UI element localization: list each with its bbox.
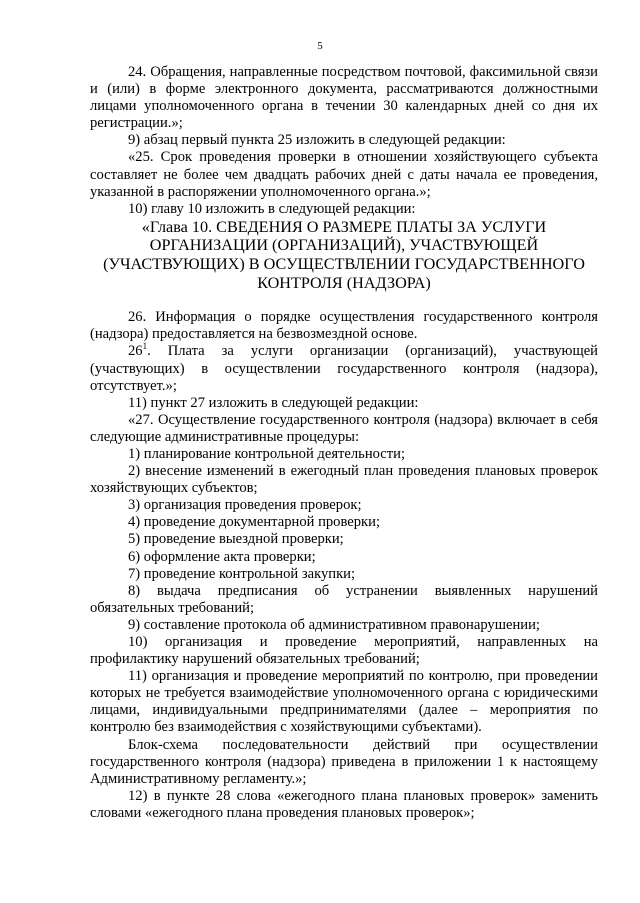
document-body [90, 64, 598, 822]
paragraph-text: . Плата за услуги организации (организаций), участвующей (участвующих) в осуществлении государственного контроля (надзора), отсутствует.»; [90, 343, 598, 394]
page-number: 5 [317, 40, 323, 52]
paragraph: 26. Информация о порядке осуществления государственного контроля (надзора) предоставляется на безвозмездной основе. [90, 309, 598, 343]
paragraph-26-1 [90, 343, 598, 394]
list-item: 10) организация и проведение мероприятий, направленных на профилактику нарушений обязательных требований; [90, 634, 598, 668]
list-item: 8) выдача предписания об устранении выявленных нарушений обязательных требований; [90, 582, 598, 616]
paragraph: 11) пункт 27 изложить в следующей редакции: [128, 394, 419, 411]
list-item: 6) оформление акта проверки; [128, 548, 316, 565]
chapter-title: «Глава 10. СВЕДЕНИЯ О РАЗМЕРЕ ПЛАТЫ ЗА УСЛУГИ ОРГАНИЗАЦИИ (ОРГАНИЗАЦИЙ), УЧАСТВУЮЩЕЙ (УЧАСТВУЮЩИХ) В ОСУЩЕСТВЛЕНИИ ГОСУДАРСТВЕННОГО КОНТРОЛЯ (НАДЗОРА) [103, 217, 585, 292]
list-item: 7) проведение контрольной закупки; [128, 565, 356, 582]
list-item: 4) проведение документарной проверки; [128, 514, 381, 531]
list-item: 2) внесение изменений в ежегодный план проведения плановых проверок хозяйствующих субъектов; [90, 463, 598, 497]
paragraph: «25. Срок проведения проверки в отношении хозяйствующего субъекта составляет не более чем двадцать рабочих дней с даты начала ее проведения, указанной в распоряжении уполномоченного органа.»; [90, 149, 598, 200]
list-item: 3) организация проведения проверок; [128, 497, 362, 514]
spacer [90, 292, 598, 309]
paragraph: «27. Осуществление государственного контроля (надзора) включает в себя следующие административные процедуры: [90, 411, 598, 445]
paragraph-number: 26 [128, 343, 143, 360]
paragraph: 24. Обращения, направленные посредством почтовой, факсимильной связи и (или) в форме электронного документа, рассматриваются должностными лицами уполномоченного органа в течении 30 календарных дней со дня их регистрации.»; [90, 64, 598, 132]
superscript: 1 [142, 341, 148, 352]
paragraph: Блок-схема последовательности действий при осуществлении государственного контроля (надзора) приведена в приложении 1 к настоящему Административному регламенту.»; [90, 736, 598, 787]
paragraph: 12) в пункте 28 слова «ежегодного плана плановых проверок» заменить словами «ежегодного плана проведения плановых проверок»; [90, 787, 598, 821]
list-item: 1) планирование контрольной деятельности; [128, 445, 406, 462]
list-item: 11) организация и проведение мероприятий по контролю, при проведении которых не требуется взаимодействие уполномоченного органа с юридическими лицами, индивидуальными предпринимателями (далее – мероприятия по контролю без взаимодействия с хозяйствующими субъектами). [90, 668, 598, 736]
list-item: 5) проведение выездной проверки; [128, 531, 344, 548]
paragraph: 10) главу 10 изложить в следующей редакции: [128, 200, 416, 217]
paragraph: 9) абзац первый пункта 25 изложить в следующей редакции: [128, 132, 506, 149]
list-item: 9) составление протокола об административном правонарушении; [128, 616, 540, 633]
